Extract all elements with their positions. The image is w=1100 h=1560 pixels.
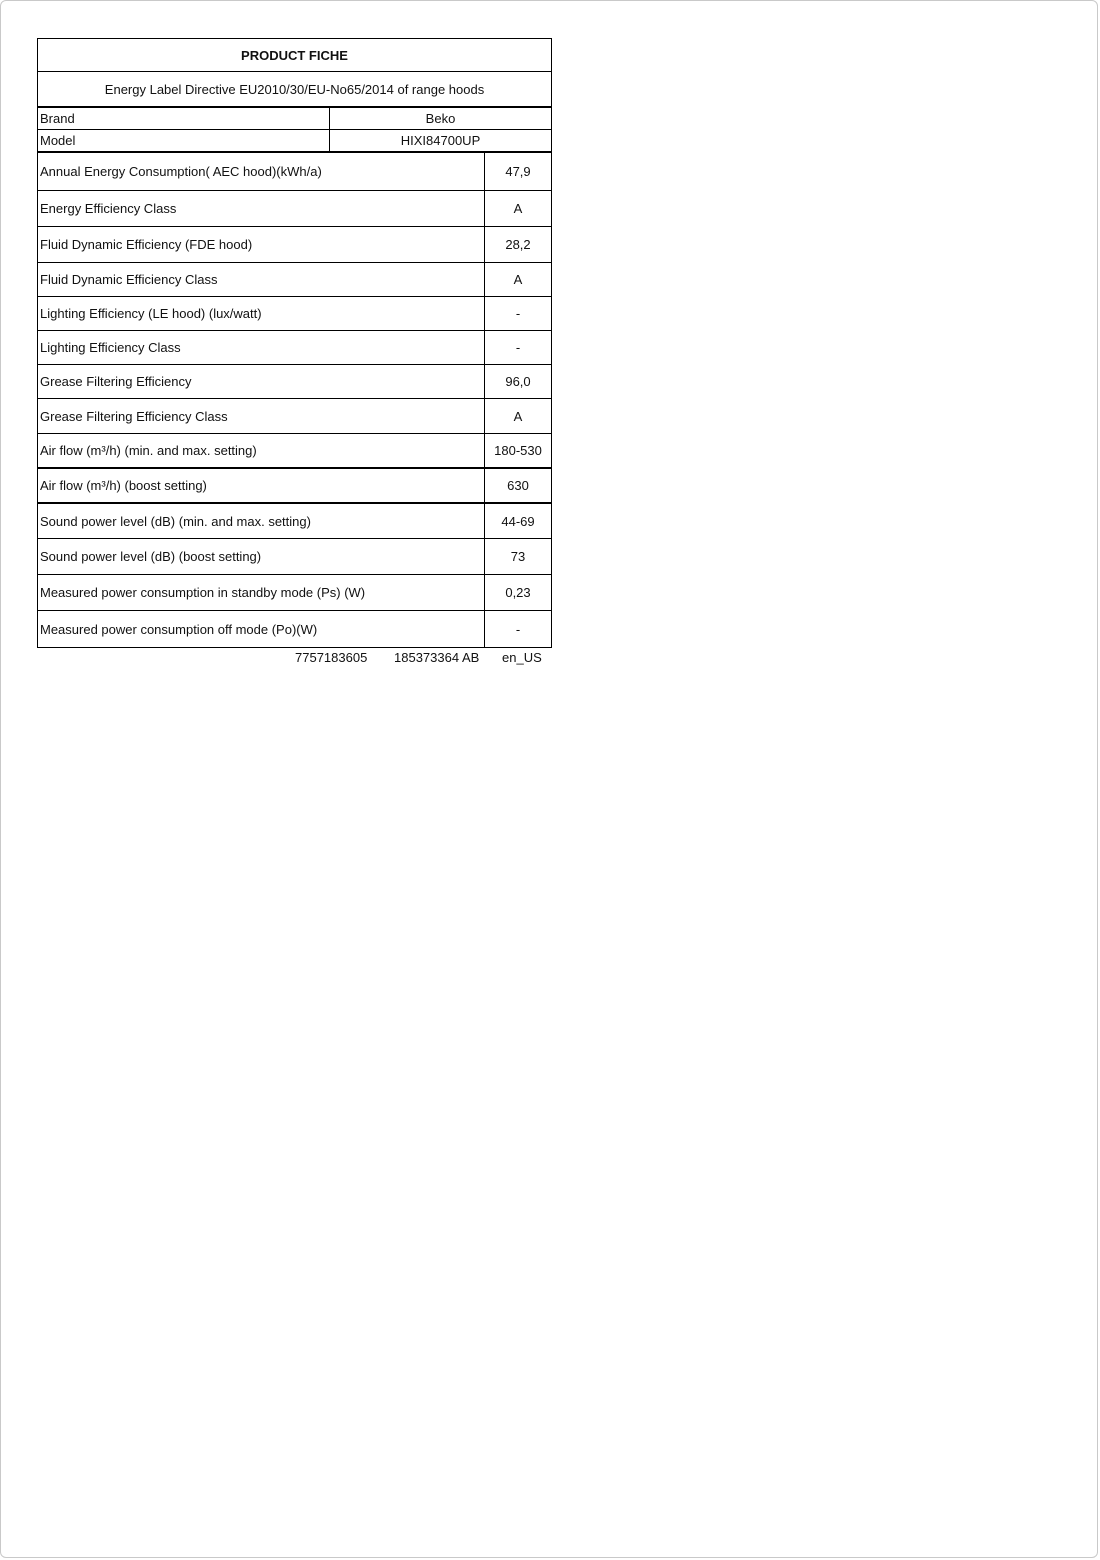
spec-value: 96,0 [505,374,531,389]
spec-row-airflow [38,434,551,469]
footer-code-1: 7757183605 [295,650,368,665]
spec-row-sound-boost [38,539,551,575]
spec-value: - [515,340,521,355]
spec-value: 630 [507,478,529,493]
spec-value: - [515,306,521,321]
spec-value: A [513,272,523,287]
brand-value: Beko [425,111,456,126]
model-label: Model [38,130,330,151]
spec-label: Fluid Dynamic Efficiency Class [38,263,485,296]
brand-label: Brand [38,108,330,129]
spec-row-lighting [38,297,551,331]
spec-label: Annual Energy Consumption( AEC hood)(kWh/a) [38,153,485,190]
spec-value: 73 [510,549,526,564]
spec-value: 47,9 [505,164,531,179]
spec-row-fde-class [38,263,551,297]
document-footer [37,650,552,666]
spec-value: 0,23 [505,585,531,600]
product-fiche-table [37,38,552,648]
spec-label: Sound power level (dB) (min. and max. setting) [38,504,485,538]
spec-row-airflow-boost [38,469,551,504]
spec-label: Air flow (m³/h) (min. and max. setting) [38,434,485,467]
fiche-title: PRODUCT FICHE [38,39,551,72]
spec-row-off-mode [38,611,551,647]
spec-label: Fluid Dynamic Efficiency (FDE hood) [38,227,485,262]
spec-row-grease [38,365,551,399]
spec-label: Grease Filtering Efficiency [38,365,485,398]
brand-row [38,108,551,130]
spec-value: - [515,621,521,637]
model-row [38,130,551,153]
spec-value: 44-69 [501,513,535,529]
spec-row-annual-energy [38,153,551,191]
spec-value: A [513,408,523,424]
spec-label: Lighting Efficiency (LE hood) (lux/watt) [38,297,485,330]
spec-row-energy-class [38,191,551,227]
footer-code-2: 185373364 AB [394,650,480,665]
spec-label: Measured power consumption off mode (Po)(W) [38,611,485,647]
spec-label: Grease Filtering Efficiency Class [38,399,485,433]
model-value: HIXI84700UP [400,133,481,148]
spec-row-lighting-class [38,331,551,365]
spec-value: 28,2 [505,237,531,252]
spec-label: Sound power level (dB) (boost setting) [38,539,485,574]
spec-value: 180-530 [494,443,542,458]
spec-row-grease-class [38,399,551,434]
spec-label: Energy Efficiency Class [38,191,485,226]
spec-row-standby [38,575,551,611]
spec-row-fde [38,227,551,263]
spec-value: A [513,201,523,216]
fiche-subtitle: Energy Label Directive EU2010/30/EU-No65/2014 of range hoods [38,72,551,108]
footer-locale: en_US [502,650,542,665]
spec-label: Air flow (m³/h) (boost setting) [38,469,485,502]
spec-label: Lighting Efficiency Class [38,331,485,364]
spec-row-sound [38,504,551,539]
spec-label: Measured power consumption in standby mode (Ps) (W) [38,575,485,610]
